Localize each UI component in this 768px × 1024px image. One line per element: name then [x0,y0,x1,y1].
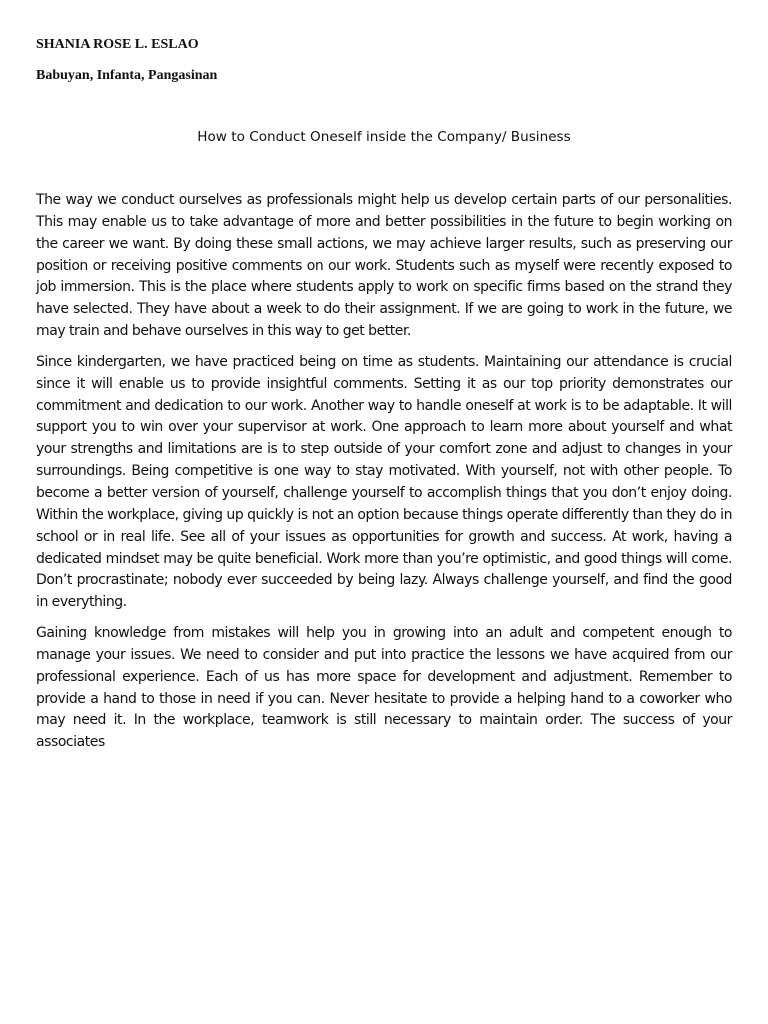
paragraph-3: Gaining knowledge from mistakes will help you in growing into an adult and competent enough to manage your issues. We need to consider and put into practice the lessons we have acquired from our professional experience. Each of us has more space for development and adjustment. Remember to provide a hand to those in need if you can. Never hesitate to provide a helping hand to a coworker who may need it. In the workplace, teamwork is still necessary to maintain order. The success of your associates [36,625,732,751]
author-name: SHANIA ROSE L. ESLAO [36,37,199,52]
author-address: Babuyan, Infanta, Pangasinan [36,68,218,83]
paragraph-1: The way we conduct ourselves as professionals might help us develop certain parts of our personalities. This may enable us to take advantage of more and better possibilities in the future to begin working on the career we want. By doing these small actions, we may achieve larger results, such as preserving our position or receiving positive comments on our work. Students such as myself were recently exposed to job immersion. This is the place where students apply to work on specific firms based on the strand they have selected. They have about a week to do their assignment. If we are going to work in the future, we may train and behave ourselves in this way to get better. [36,192,732,340]
paragraph-2: Since kindergarten, we have practiced being on time as students. Maintaining our attendance is crucial since it will enable us to provide insightful comments. Setting it as our top priority demonstrates our commitment and dedication to our work. Another way to handle oneself at work is to be adaptable. It will support you to win over your supervisor at work. One approach to learn more about yourself and what your strengths and limitations are is to step outside of your comfort zone and adjust to changes in your surroundings. Being competitive is one way to stay motivated. With yourself, not with other people. To become a better version of yourself, challenge yourself to accomplish things that you don’t enjoy doing. Within the workplace, giving up quickly is not an option because things operate differently than they do in school or in real life. See all of your issues as opportunities for growth and success. At work, having a dedicated mindset may be quite beneficial. Work more than you’re optimistic, and good things will come. Don’t procrastinate; nobody ever succeeded by being lazy. Always challenge yourself, and find the good in everything. [36,353,732,611]
document-title: How to Conduct Oneself inside the Company/ Business [197,129,571,145]
document-body [36,190,732,763]
